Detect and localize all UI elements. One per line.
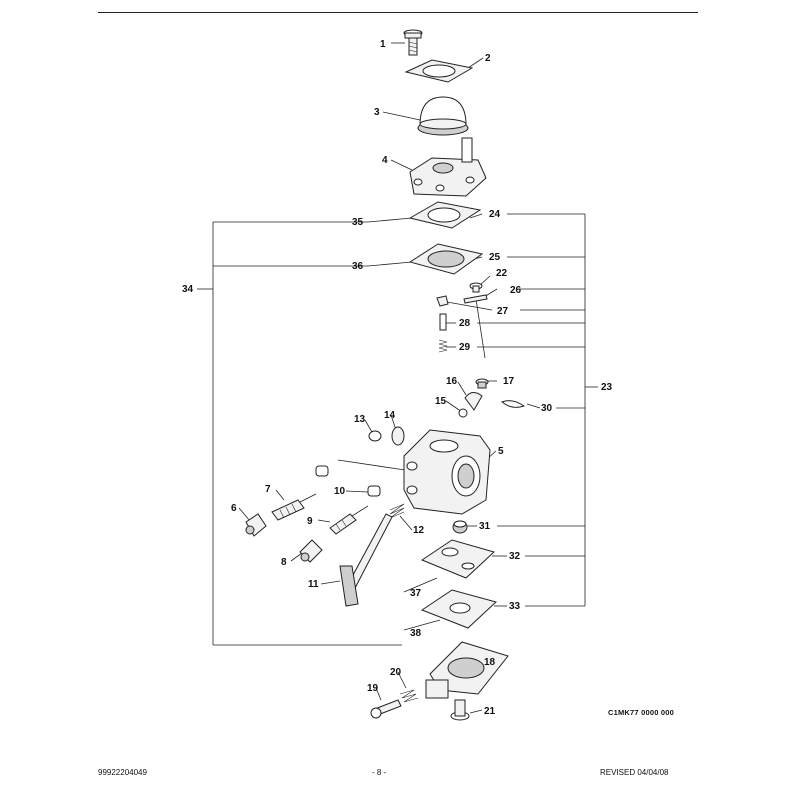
callout-25: 25 bbox=[489, 252, 501, 263]
callout-32: 32 bbox=[509, 551, 521, 562]
part-22-screw bbox=[470, 283, 482, 292]
callout-13: 13 bbox=[354, 414, 366, 425]
part-31-plug bbox=[453, 521, 467, 533]
footer-revision: REVISED 04/04/08 bbox=[600, 768, 669, 777]
part-15-washer bbox=[459, 409, 467, 417]
part-2-cover-plate bbox=[406, 60, 472, 82]
callout-24: 24 bbox=[489, 209, 501, 220]
callout-33: 33 bbox=[509, 601, 521, 612]
diagram-code: C1MK77 0000 000 bbox=[608, 708, 674, 717]
callout-16: 16 bbox=[446, 376, 458, 387]
part-18-metering-cover bbox=[426, 642, 508, 698]
part-19-screw bbox=[371, 700, 401, 718]
callout-19: 19 bbox=[367, 683, 379, 694]
callout-34: 34 bbox=[182, 284, 194, 295]
part-35-gasket bbox=[410, 202, 480, 228]
callout-36: 36 bbox=[352, 261, 364, 272]
part-16-cap bbox=[465, 392, 482, 410]
callout-18: 18 bbox=[484, 657, 496, 668]
callout-20: 20 bbox=[390, 667, 402, 678]
callout-5: 5 bbox=[498, 446, 504, 457]
part-8-limiter-cap bbox=[300, 540, 322, 562]
part-32-gasket bbox=[422, 540, 494, 578]
callout-9: 9 bbox=[307, 516, 313, 527]
callout-1: 1 bbox=[380, 39, 386, 50]
callout-17: 17 bbox=[503, 376, 515, 387]
part-27-needle-lever bbox=[437, 296, 448, 306]
callout-2: 2 bbox=[485, 53, 491, 64]
part-17-screw bbox=[476, 379, 488, 388]
callout-29: 29 bbox=[459, 342, 471, 353]
callout-4: 4 bbox=[382, 155, 388, 166]
callout-10: 10 bbox=[334, 486, 346, 497]
callout-38: 38 bbox=[410, 628, 422, 639]
callout-3: 3 bbox=[374, 107, 380, 118]
part-29-spring bbox=[439, 340, 447, 352]
part-11-throttle-shaft bbox=[340, 514, 392, 606]
callout-6: 6 bbox=[231, 503, 237, 514]
callout-8: 8 bbox=[281, 557, 287, 568]
callout-12: 12 bbox=[413, 525, 425, 536]
part-3-primer-bulb bbox=[418, 97, 468, 135]
callout-37: 37 bbox=[410, 588, 422, 599]
callout-31: 31 bbox=[479, 521, 491, 532]
callout-22: 22 bbox=[496, 268, 508, 279]
callout-23: 23 bbox=[601, 382, 613, 393]
part-36-diaphragm bbox=[410, 244, 482, 274]
callout-27: 27 bbox=[497, 306, 509, 317]
part-4-pump-cover bbox=[410, 138, 486, 196]
callout-30: 30 bbox=[541, 403, 553, 414]
callouts bbox=[182, 39, 613, 717]
part-6-limiter-cap bbox=[246, 514, 266, 536]
part-1-screw bbox=[404, 30, 422, 55]
part-10-plug bbox=[316, 466, 380, 496]
part-28-inlet-needle bbox=[440, 314, 446, 330]
part-21-screw bbox=[451, 700, 469, 720]
callout-35: 35 bbox=[352, 217, 364, 228]
callout-21: 21 bbox=[484, 706, 496, 717]
callout-26: 26 bbox=[510, 285, 522, 296]
part-12-spring bbox=[390, 504, 404, 518]
part-9-adjusting-screw bbox=[330, 506, 368, 534]
callout-28: 28 bbox=[459, 318, 471, 329]
part-26-pin bbox=[464, 295, 487, 303]
callout-15: 15 bbox=[435, 396, 447, 407]
callout-14: 14 bbox=[384, 410, 396, 421]
part-20-spring bbox=[400, 690, 418, 702]
part-30-seal bbox=[502, 401, 524, 408]
part-13-screw bbox=[369, 431, 381, 441]
part-14-throttle-plate bbox=[392, 427, 404, 445]
footer-part-number: 99922204049 bbox=[98, 768, 147, 777]
callout-11: 11 bbox=[308, 579, 319, 590]
footer-page-number: - 8 - bbox=[372, 768, 387, 777]
callout-7: 7 bbox=[265, 484, 271, 495]
leaders bbox=[239, 43, 540, 713]
part-5-carburettor-body bbox=[404, 430, 490, 514]
